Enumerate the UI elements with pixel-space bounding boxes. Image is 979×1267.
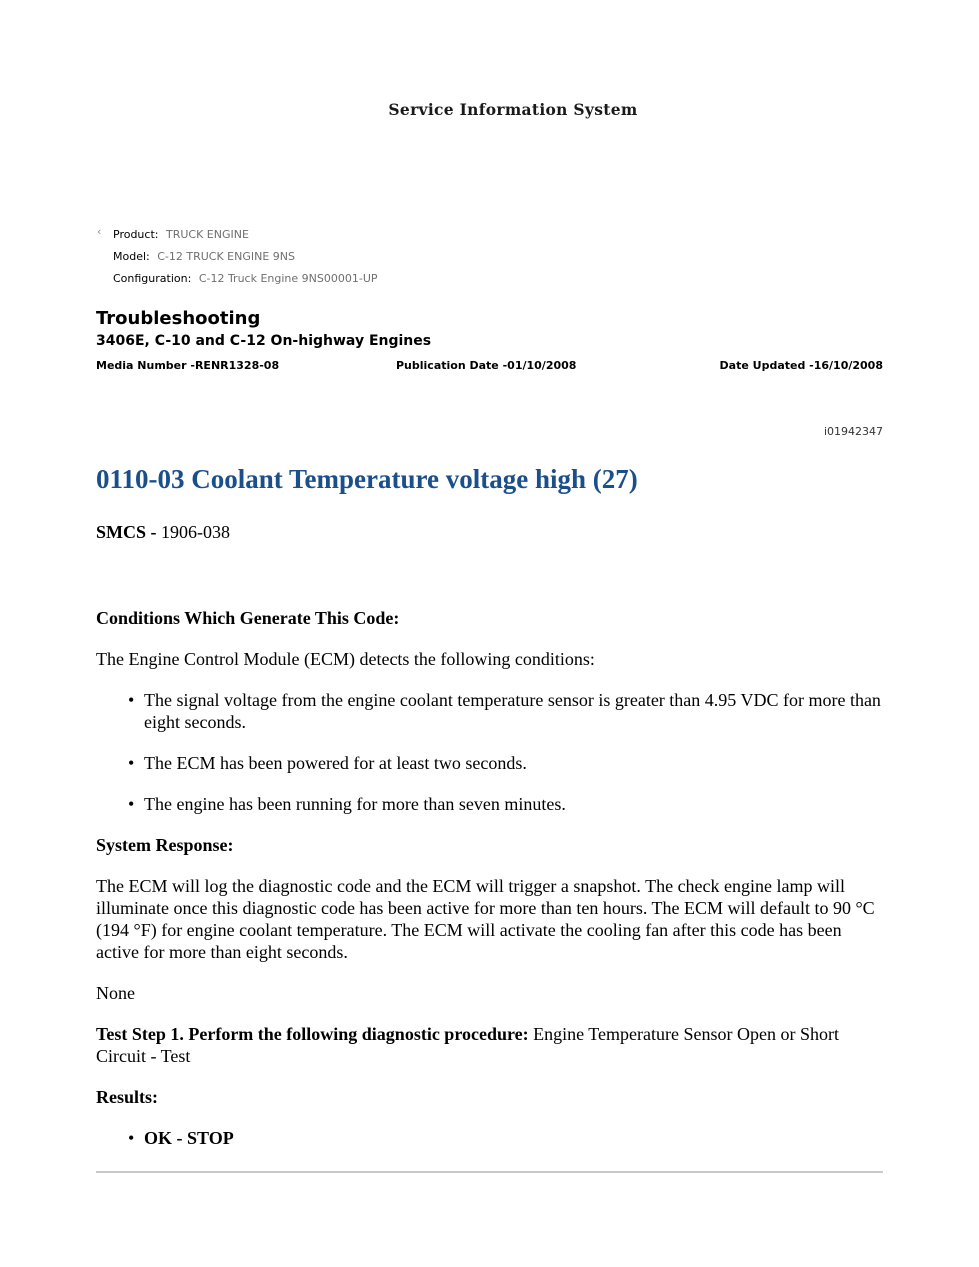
bullet-icon: • <box>128 690 135 710</box>
conditions-heading: Conditions Which Generate This Code: <box>96 608 400 628</box>
list-item <box>96 752 883 774</box>
condition-text: The ECM has been powered for at least two seconds. <box>144 753 527 773</box>
document-title: Troubleshooting <box>96 308 261 329</box>
bullet-icon: • <box>128 794 135 814</box>
list-item <box>96 1127 883 1149</box>
conditions-intro: The Engine Control Module (ECM) detects the following conditions: <box>96 649 595 669</box>
configuration-label: Configuration: <box>113 272 192 285</box>
configuration-row <box>97 268 378 290</box>
list-item <box>96 689 883 733</box>
results-list <box>96 1127 883 1149</box>
chevron-left-icon[interactable]: ‹ <box>97 225 102 238</box>
smcs-label: SMCS - <box>96 522 162 542</box>
document-subtitle: 3406E, C-10 and C-12 On-highway Engines <box>96 333 432 349</box>
smcs-value: 1906-038 <box>161 522 231 542</box>
system-response-text: The ECM will log the diagnostic code and the ECM will trigger a snapshot. The check engine lamp will illuminate once this diagnostic code has been active for more than ten hours. The ECM will default to 90 °C (194 °F) for engine coolant temperature. The ECM will activate the cooling fan after this code has been active for more than eight seconds. <box>96 876 875 962</box>
model-label: Model: <box>113 250 150 263</box>
none-text: None <box>96 983 135 1003</box>
bullet-icon: • <box>128 1128 135 1148</box>
product-label: Product: <box>113 228 159 241</box>
result-text: OK - STOP <box>144 1128 234 1148</box>
product-value: TRUCK ENGINE <box>165 228 249 241</box>
publication-date: Publication Date -01/10/2008 <box>396 359 577 372</box>
article-title: 0110-03 Coolant Temperature voltage high (27) <box>96 464 638 494</box>
condition-text: The signal voltage from the engine coolant temperature sensor is greater than 4.95 VDC for more than eight seconds. <box>144 690 881 732</box>
media-number: Media Number -RENR1328-08 <box>96 359 280 372</box>
system-response-heading: System Response: <box>96 835 234 855</box>
test-step-1 <box>96 1023 883 1067</box>
product-metadata <box>97 224 378 290</box>
test-step-1-text: Engine Temperature Sensor Open or Short Circuit - Test <box>96 1024 839 1066</box>
service-information-system-logo: Service Information System <box>388 100 638 119</box>
date-updated: Date Updated -16/10/2008 <box>719 359 883 372</box>
condition-text: The engine has been running for more than seven minutes. <box>144 794 566 814</box>
model-row <box>97 246 378 268</box>
product-row <box>97 224 378 246</box>
bullet-icon: • <box>128 753 135 773</box>
horizontal-divider <box>96 1171 883 1173</box>
test-step-1-label: Test Step 1. Perform the following diagnostic procedure: <box>96 1024 529 1044</box>
document-id: i01942347 <box>823 425 883 438</box>
list-item <box>96 793 883 815</box>
article-body <box>96 607 883 1168</box>
conditions-list <box>96 689 883 815</box>
results-heading: Results: <box>96 1087 158 1107</box>
configuration-value: C-12 Truck Engine 9NS00001-UP <box>198 272 378 285</box>
model-value: C-12 TRUCK ENGINE 9NS <box>157 250 296 263</box>
smcs-code <box>96 522 230 543</box>
